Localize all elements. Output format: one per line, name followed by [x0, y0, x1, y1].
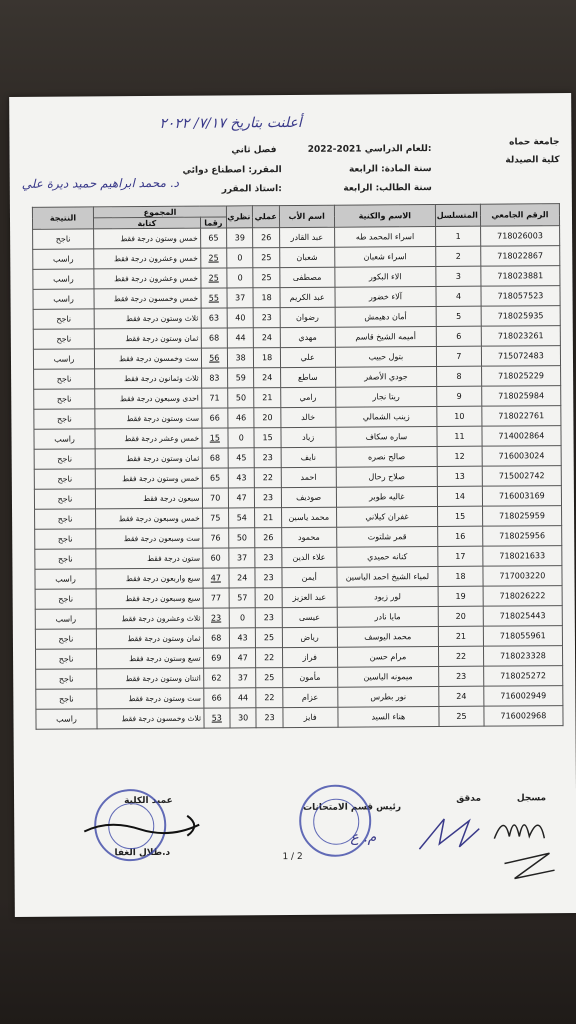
cell-total-words: ست وسبعون درجة فقط: [96, 528, 203, 549]
cell-total-words: خمس وعشرون درجة فقط: [94, 268, 201, 289]
cell-result: ناجح: [34, 369, 95, 389]
cell-name: لمياء الشيخ احمد الياسين: [337, 566, 439, 587]
cell-university-id: 718023328: [483, 646, 562, 667]
col-father: اسم الأب: [279, 205, 334, 227]
cell-practical: 23: [255, 488, 282, 508]
cell-total-words: سبع وسبعون درجة فقط: [96, 588, 203, 609]
student-year: سنة الطالب: الرابعة: [343, 183, 432, 194]
background-bottom: [0, 900, 576, 1024]
cell-university-id: 718025935: [481, 306, 560, 327]
academic-year-label: للعام الدراسي:: [364, 144, 432, 155]
col-university-id: الرقم الجامعي: [480, 204, 559, 227]
cell-result: راسب: [33, 269, 94, 289]
cell-university-id: 718021633: [483, 546, 562, 567]
cell-result: راسب: [33, 289, 94, 309]
cell-practical: 23: [254, 308, 281, 328]
cell-result: ناجح: [35, 529, 96, 549]
cell-total-num: 63: [201, 308, 228, 328]
cell-seq: 16: [438, 526, 483, 546]
cell-seq: 3: [436, 266, 481, 286]
cell-total-num: 75: [202, 508, 229, 528]
cell-father: رياض: [282, 627, 337, 647]
cell-theory: 43: [228, 468, 255, 488]
auditor-label: مدقق: [456, 793, 482, 804]
cell-seq: 21: [438, 626, 483, 646]
cell-name: صالح نصره: [336, 446, 438, 467]
cell-theory: 39: [227, 228, 254, 248]
cell-practical: 18: [254, 348, 281, 368]
cell-theory: 0: [228, 428, 255, 448]
cell-practical: 25: [253, 248, 280, 268]
cell-total-num: 53: [204, 708, 231, 728]
cell-university-id: 717003220: [483, 566, 562, 587]
cell-total-num: 55: [201, 288, 228, 308]
cell-name: ميمونه الياسين: [337, 666, 439, 687]
cell-seq: 8: [437, 366, 482, 386]
cell-result: راسب: [36, 709, 97, 729]
cell-total-num: 60: [202, 548, 229, 568]
cell-practical: 20: [254, 408, 281, 428]
cell-theory: 54: [229, 508, 256, 528]
cell-seq: 14: [438, 486, 483, 506]
exams-head-label: رئيس قسم الامتحانات: [303, 802, 402, 813]
cell-theory: 24: [229, 568, 256, 588]
cell-father: زياد: [281, 427, 336, 447]
table-header-row: [32, 204, 559, 219]
cell-university-id: 716003169: [482, 486, 561, 507]
cell-theory: 38: [227, 348, 254, 368]
cell-practical: 26: [255, 528, 282, 548]
cell-theory: 30: [230, 708, 257, 728]
cell-result: راسب: [35, 569, 96, 589]
cell-name: ساره سكاف: [336, 426, 438, 447]
cell-father: علي: [280, 347, 335, 367]
cell-name: غاليه طوبر: [336, 486, 438, 507]
cell-result: ناجح: [34, 409, 95, 429]
cell-university-id: 718022867: [481, 246, 560, 267]
cell-total-num: 62: [203, 668, 230, 688]
cell-seq: 15: [438, 506, 483, 526]
cell-result: ناجح: [34, 469, 95, 489]
exams-stamp: [299, 784, 372, 857]
cell-total-num: 76: [202, 528, 229, 548]
cell-name: أمان دهيمش: [335, 306, 437, 327]
cell-theory: 44: [230, 688, 257, 708]
cell-total-num: 47: [203, 568, 230, 588]
cell-theory: 44: [227, 328, 254, 348]
cell-seq: 11: [437, 426, 482, 446]
grades-table: [32, 203, 564, 730]
announcement-date: أعلنت بتاريخ ٧/١٧/ ٢٠٢٢: [159, 114, 302, 132]
page-number: 1 / 2: [282, 851, 303, 863]
cell-practical: 18: [253, 288, 280, 308]
cell-total-words: ستون درجة فقط: [96, 548, 203, 569]
cell-total-words: ست وستون درجة فقط: [97, 688, 204, 709]
professor-handwritten-name: د. محمد ابراهيم حميد ديرة علي: [21, 175, 180, 191]
cell-total-num: 83: [201, 368, 228, 388]
cell-father: نايف: [281, 447, 336, 467]
col-practical: عملي: [253, 206, 280, 228]
cell-practical: 23: [256, 608, 283, 628]
cell-university-id: 718025229: [481, 366, 560, 387]
cell-father: فايز: [283, 707, 338, 727]
cell-seq: 10: [437, 406, 482, 426]
cell-name: اسراء شعبان: [334, 246, 436, 267]
cell-total-words: خمس وستون درجة فقط: [95, 468, 202, 489]
registrar-signature-icon: [484, 808, 565, 899]
cell-seq: 13: [437, 466, 482, 486]
cell-result: ناجح: [35, 549, 96, 569]
cell-theory: 50: [229, 528, 256, 548]
cell-result: ناجح: [33, 329, 94, 349]
cell-result: ناجح: [36, 689, 97, 709]
cell-total-num: 56: [201, 348, 228, 368]
cell-name: ريتا نجار: [335, 386, 437, 407]
cell-seq: 12: [437, 446, 482, 466]
cell-university-id: 718025443: [483, 606, 562, 627]
cell-seq: 2: [436, 246, 481, 266]
academic-year: 2022-2021: [307, 144, 362, 155]
semester: فصل ثاني: [231, 145, 277, 156]
cell-university-id: 718026222: [483, 586, 562, 607]
cell-total-num: 66: [203, 688, 230, 708]
cell-university-id: 715072483: [481, 346, 560, 367]
cell-practical: 15: [254, 428, 281, 448]
cell-seq: 24: [439, 686, 484, 706]
cell-total-words: ثلاث وخمسون درجة فقط: [97, 708, 204, 729]
cell-practical: 24: [254, 328, 281, 348]
cell-total-words: ثمان وستون درجة فقط: [94, 328, 201, 349]
cell-name: نور بطرس: [337, 686, 439, 707]
cell-name: أميمه الشيخ قاسم: [335, 326, 437, 347]
cell-father: عبد العزيز: [282, 587, 337, 607]
university-name: جامعة حماه: [509, 137, 560, 148]
cell-university-id: 715002742: [482, 466, 561, 487]
cell-theory: 45: [228, 448, 255, 468]
cell-practical: 24: [254, 368, 281, 388]
cell-result: ناجح: [34, 489, 95, 509]
cell-total-words: خمس وستون درجة فقط: [94, 228, 201, 249]
cell-result: ناجح: [36, 649, 97, 669]
cell-theory: 0: [227, 248, 254, 268]
col-seq: المتسلسل: [436, 204, 481, 226]
cell-university-id: 718023881: [481, 266, 560, 287]
cell-seq: 4: [436, 286, 481, 306]
col-total-words: كتابة: [93, 217, 200, 229]
cell-total-num: 15: [202, 428, 229, 448]
cell-seq: 1: [436, 226, 481, 246]
cell-total-num: 65: [202, 468, 229, 488]
cell-total-words: ثمان وستون درجة فقط: [95, 448, 202, 469]
cell-seq: 5: [436, 306, 481, 326]
cell-total-num: 70: [202, 488, 229, 508]
cell-theory: 57: [229, 588, 256, 608]
cell-university-id: 718025984: [481, 386, 560, 407]
cell-father: محمد ياسين: [281, 507, 336, 527]
cell-total-num: 25: [200, 268, 227, 288]
cell-university-id: 718026003: [480, 226, 559, 247]
course-name: المقرر: اصطناع دوائي: [182, 165, 282, 176]
cell-father: شعبان: [279, 247, 334, 267]
cell-practical: 25: [256, 628, 283, 648]
faculty-name: كلية الصيدلة: [505, 155, 560, 166]
cell-father: مهدي: [280, 327, 335, 347]
registrar-label: مسجل: [516, 793, 547, 804]
cell-father: عيسى: [282, 607, 337, 627]
cell-total-words: ثلاث وستون درجة فقط: [94, 308, 201, 329]
cell-result: ناجح: [35, 589, 96, 609]
cell-university-id: 718055961: [483, 626, 562, 647]
cell-total-num: 68: [201, 328, 228, 348]
cell-father: رامي: [280, 387, 335, 407]
cell-name: الاء البكور: [334, 266, 436, 287]
cell-father: مأمون: [282, 667, 337, 687]
cell-name: جودي الأصفر: [335, 366, 437, 387]
cell-result: ناجح: [34, 389, 95, 409]
cell-name: لور زيود: [337, 586, 439, 607]
cell-practical: 26: [253, 228, 280, 248]
grade-sheet: [9, 93, 576, 917]
cell-name: زينب الشمالي: [335, 406, 437, 427]
cell-father: صوديف: [281, 487, 336, 507]
cell-total-num: 65: [200, 228, 227, 248]
cell-total-words: ثلاث وعشرون درجة فقط: [96, 608, 203, 629]
cell-father: احمد: [281, 467, 336, 487]
cell-practical: 23: [256, 708, 283, 728]
cell-name: آلاء خضور: [335, 286, 437, 307]
cell-name: هناء السيد: [338, 706, 440, 727]
cell-result: راسب: [33, 249, 94, 269]
cell-father: مصطفى: [280, 267, 335, 287]
cell-total-words: اثنتان وستون درجة فقط: [97, 668, 204, 689]
cell-practical: 21: [255, 508, 282, 528]
cell-practical: 23: [255, 548, 282, 568]
cell-university-id: 716002968: [484, 706, 563, 727]
cell-result: ناجح: [35, 509, 96, 529]
cell-total-words: خمس وعشرون درجة فقط: [94, 248, 201, 269]
cell-total-words: ثلاث وثمانون درجة فقط: [95, 368, 202, 389]
cell-result: ناجح: [33, 309, 94, 329]
cell-practical: 25: [253, 268, 280, 288]
cell-total-words: سبعون درجة فقط: [95, 488, 202, 509]
cell-total-words: سبع واربعون درجة فقط: [96, 568, 203, 589]
dean-title: عميد الكلية: [124, 795, 173, 807]
cell-seq: 23: [439, 666, 484, 686]
cell-theory: 37: [229, 548, 256, 568]
table-body: [33, 226, 563, 730]
professor-label: استاذ المقرر:: [221, 184, 282, 195]
subject-year: سنة المادة: الرابعة: [348, 164, 432, 175]
cell-theory: 59: [228, 368, 255, 388]
cell-name: اسراء المحمد طه: [334, 226, 436, 247]
cell-result: ناجح: [33, 229, 94, 249]
cell-name: محمد اليوسف: [337, 626, 439, 647]
cell-total-words: احدى وسبعون درجة فقط: [95, 388, 202, 409]
cell-university-id: 718023261: [481, 326, 560, 347]
cell-total-num: 23: [203, 608, 230, 628]
cell-father: ساطع: [280, 367, 335, 387]
cell-university-id: 718022761: [482, 406, 561, 427]
dean-name: د.طلال الغفا: [114, 847, 171, 859]
col-name: الاسم والكنية: [334, 204, 436, 227]
col-theory: نظري: [226, 206, 253, 228]
cell-practical: 23: [254, 448, 281, 468]
col-total: المجموع: [93, 206, 226, 218]
cell-practical: 23: [255, 568, 282, 588]
cell-father: فراز: [282, 647, 337, 667]
cell-theory: 0: [229, 608, 256, 628]
cell-seq: 17: [438, 546, 483, 566]
cell-practical: 21: [254, 388, 281, 408]
exams-head-signature: م. ع: [350, 829, 377, 846]
cell-seq: 25: [439, 706, 484, 726]
cell-theory: 46: [228, 408, 255, 428]
cell-total-words: خمس وعشر درجة فقط: [95, 428, 202, 449]
cell-father: رضوان: [280, 307, 335, 327]
cell-total-num: 68: [203, 628, 230, 648]
cell-name: غفران كيلاني: [336, 506, 438, 527]
cell-theory: 43: [229, 628, 256, 648]
cell-father: عزام: [283, 687, 338, 707]
cell-total-words: ست وخمسون درجة فقط: [94, 348, 201, 369]
cell-father: خالد: [281, 407, 336, 427]
cell-theory: 0: [227, 268, 254, 288]
table-row: [36, 706, 563, 730]
cell-university-id: 716002949: [484, 686, 563, 707]
cell-seq: 19: [438, 586, 483, 606]
cell-total-words: ست وستون درجة فقط: [95, 408, 202, 429]
cell-seq: 20: [438, 606, 483, 626]
cell-practical: 22: [256, 648, 283, 668]
cell-name: صلاح رحال: [336, 466, 438, 487]
cell-total-words: ثمان وستون درجة فقط: [96, 628, 203, 649]
auditor-signature-icon: [414, 809, 484, 859]
cell-result: راسب: [33, 349, 94, 369]
cell-total-num: 68: [202, 448, 229, 468]
cell-practical: 22: [256, 688, 283, 708]
cell-father: محمود: [281, 527, 336, 547]
cell-result: راسب: [35, 609, 96, 629]
cell-practical: 25: [256, 668, 283, 688]
cell-university-id: 718025956: [482, 526, 561, 547]
cell-university-id: 716003024: [482, 446, 561, 467]
cell-result: راسب: [34, 429, 95, 449]
cell-seq: 18: [438, 566, 483, 586]
cell-total-words: خمس وسبعون درجة فقط: [96, 508, 203, 529]
col-total-num: رقما: [200, 217, 226, 228]
cell-university-id: 718025272: [483, 666, 562, 687]
cell-father: عبد الكريم: [280, 287, 335, 307]
cell-theory: 37: [230, 668, 257, 688]
cell-practical: 22: [255, 468, 282, 488]
cell-university-id: 714002864: [482, 426, 561, 447]
cell-father: أيمن: [282, 567, 337, 587]
cell-name: كنانه حميدي: [336, 546, 438, 567]
col-result: النتيجة: [32, 207, 93, 229]
cell-result: ناجح: [36, 669, 97, 689]
cell-father: علاء الدين: [282, 547, 337, 567]
cell-result: ناجح: [35, 629, 96, 649]
cell-total-num: 77: [203, 588, 230, 608]
cell-seq: 9: [437, 386, 482, 406]
cell-name: قمر شلتوت: [336, 526, 438, 547]
cell-seq: 6: [436, 326, 481, 346]
cell-name: مايا نادر: [337, 606, 439, 627]
cell-theory: 37: [227, 288, 254, 308]
cell-university-id: 718025959: [482, 506, 561, 527]
cell-university-id: 718057523: [481, 286, 560, 307]
cell-seq: 7: [437, 346, 482, 366]
cell-total-words: تسع وستون درجة فقط: [96, 648, 203, 669]
cell-total-num: 71: [201, 388, 228, 408]
cell-seq: 22: [439, 646, 484, 666]
cell-practical: 20: [255, 588, 282, 608]
cell-theory: 47: [228, 488, 255, 508]
cell-name: مرام حسن: [337, 646, 439, 667]
cell-name: بتول حبيب: [335, 346, 437, 367]
cell-total-num: 66: [201, 408, 228, 428]
cell-result: ناجح: [34, 449, 95, 469]
cell-theory: 47: [229, 648, 256, 668]
cell-total-num: 69: [203, 648, 230, 668]
cell-theory: 50: [228, 388, 255, 408]
cell-total-num: 25: [200, 248, 227, 268]
cell-father: عبد القادر: [279, 227, 334, 247]
cell-theory: 40: [227, 308, 254, 328]
dean-signature-icon: [79, 811, 209, 842]
cell-total-words: خمس وخمسون درجة فقط: [94, 288, 201, 309]
